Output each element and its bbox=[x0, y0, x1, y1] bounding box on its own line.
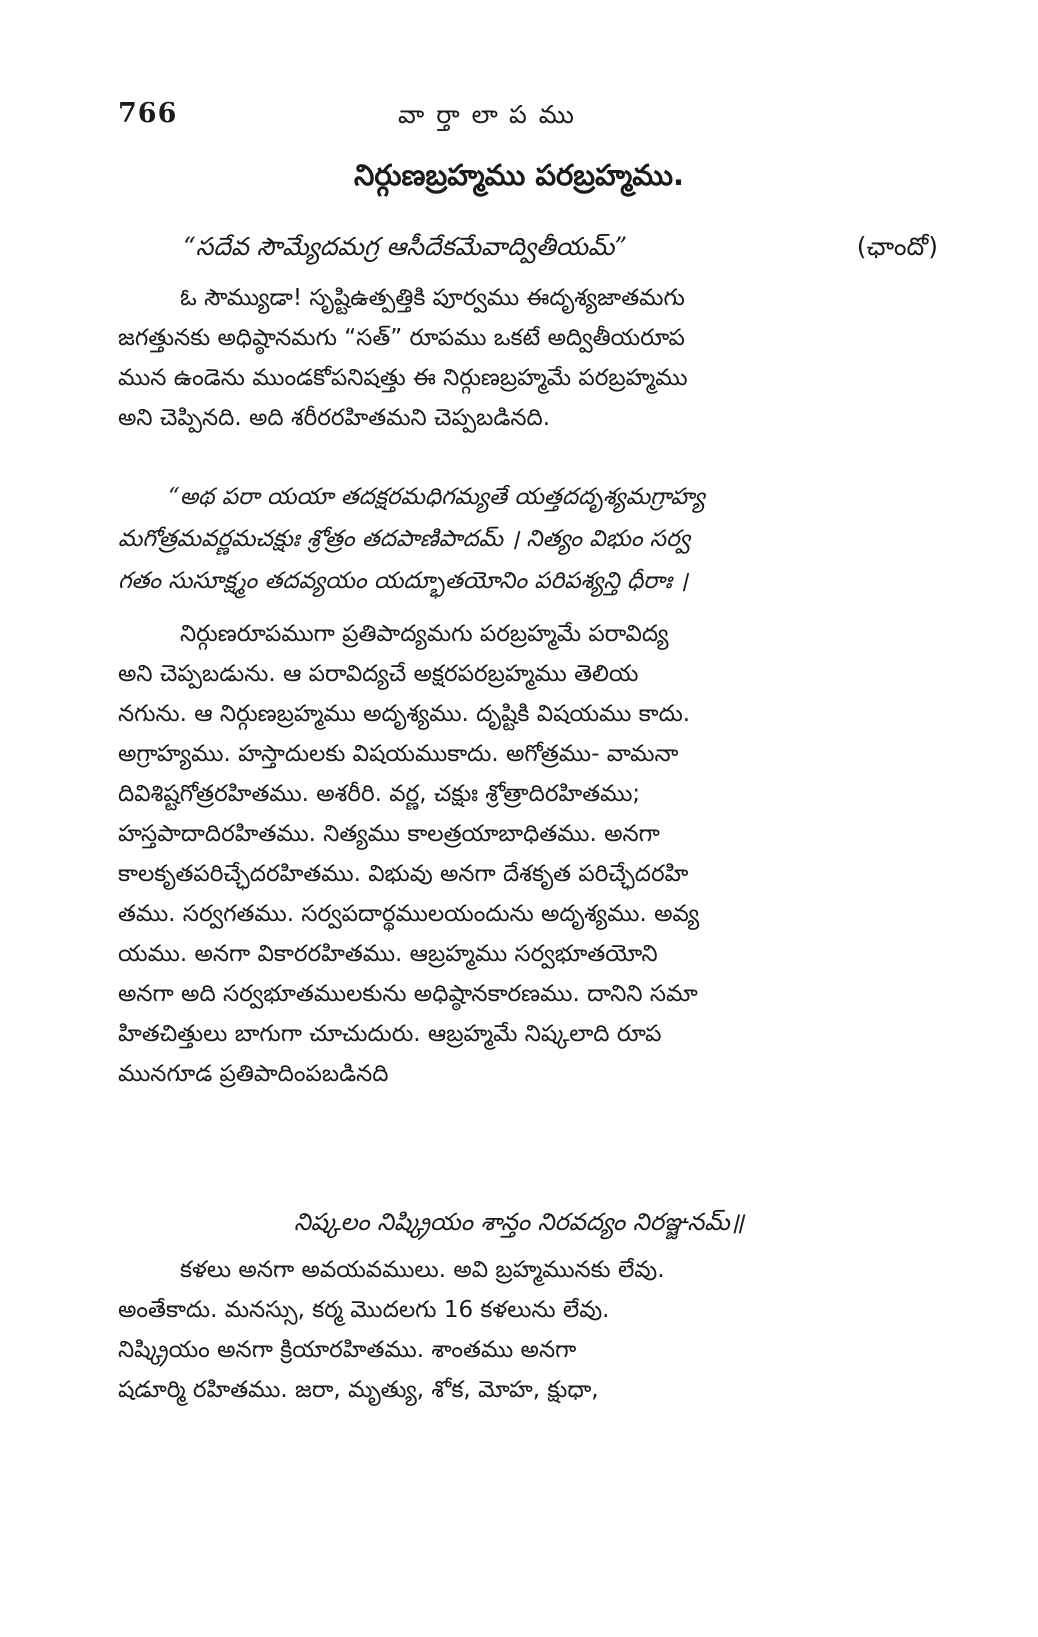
text-line: మున ఉండెను ముండకోపనిషత్తు ఈ నిర్గుణబ్రహ్మమే పరబ్రహ్మము bbox=[118, 365, 688, 391]
opening-quote-source: (ఛాందో) bbox=[856, 232, 938, 261]
page-header bbox=[118, 98, 918, 142]
text-line: జగత్తునకు అధిష్ఠానమగు “సత్” రూపము ఒకటే అద్వితీయరూప bbox=[118, 325, 685, 351]
paragraph-3 bbox=[118, 1250, 918, 1410]
text-line: ఓ సౌమ్యుడా! సృష్టిఉత్పత్తికి పూర్వము ఈదృశ్యజాతమగు bbox=[180, 285, 685, 311]
quote-line: గతం సుసూక్ష్మం తదవ్యయం యద్భూతయోనిం పరిపశ్యన్తి ధీరాః । bbox=[118, 568, 688, 594]
section-title: నిర్గుణబ్రహ్మము పరబ్రహ్మము. bbox=[353, 158, 685, 192]
text-line: నగును. ఆ నిర్గుణబ్రహ్మము అదృశ్యము. దృష్టికి విషయము కాదు. bbox=[118, 701, 691, 727]
text-line: హస్తపాదాదిరహితము. నిత్యము కాలత్రయాబాధితము. అనగా bbox=[118, 821, 660, 847]
text-line: షడూర్మి రహితము. జరా, మృత్యు, శోక, మోహ, క్షుధా, bbox=[118, 1377, 599, 1403]
text-line: అని చెప్పబడును. ఆ పరావిద్యచే అక్షరపరబ్రహ్మము తెలియ bbox=[118, 661, 639, 687]
text-line: అనగా అది సర్వభూతములకును అధిష్ఠానకారణము. దానిని సమా bbox=[118, 981, 698, 1007]
text-line: హితచిత్తులు బాగుగా చూచుదురు. ఆబ్రహ్మమే నిష్కలాది రూప bbox=[118, 1021, 662, 1047]
opening-quote-text: “సదేవ సౌమ్యేదమగ్ర ఆసీదేకమేవాద్వితీయమ్” bbox=[183, 232, 628, 261]
text-line: మునగూడ ప్రతిపాదింపబడినది bbox=[118, 1061, 389, 1087]
text-line: కాలకృతపరిచ్ఛేదరహితము. విభువు అనగా దేశకృత పరిచ్ఛేదరహి bbox=[118, 861, 689, 887]
page-number: 766 bbox=[118, 98, 178, 129]
quote-line: “అథ పరా యయా తదక్షరమధిగమ్యతే యత్తదదృశ్యమగ్రాహ్య bbox=[168, 484, 705, 510]
paragraph-1 bbox=[118, 278, 918, 438]
text-line: అని చెప్పినది. అది శరీరరహితమని చెప్పబడినది. bbox=[118, 405, 551, 431]
text-line: కళలు అనగా అవయవములు. అవి బ్రహ్మమునకు లేవు. bbox=[180, 1257, 665, 1283]
quote-line: మగోత్రమవర్ణమచక్షుః శ్రోత్రం తదపాణిపాదమ్ । నిత్యం విభుం సర్వ bbox=[118, 526, 691, 552]
running-title: వార్తాలాపము bbox=[398, 100, 586, 129]
text-line: అగ్రాహ్యము. హస్తాదులకు విషయముకాదు. అగోత్రము- వామనా bbox=[118, 741, 679, 767]
mundaka-quote bbox=[118, 476, 918, 602]
text-line: నిష్క్రియం అనగా క్రియారహితము. శాంతము అనగా bbox=[118, 1337, 577, 1363]
text-line: నిర్గుణరూపముగా ప్రతిపాద్యమగు పరబ్రహ్మమే పరావిద్య bbox=[180, 621, 669, 647]
text-line: దివిశిష్టగోత్రరహితము. అశరీరి. వర్ణ, చక్షుః శ్రోత్రాదిరహితము; bbox=[118, 781, 641, 807]
text-line: యము. అనగా వికారరహితము. ఆబ్రహ్మము సర్వభూతయోని bbox=[118, 941, 658, 967]
paragraph-2 bbox=[118, 614, 918, 1094]
text-line: అంతేకాదు. మనస్సు, కర్మ మొదలగు 16 కళలును లేవు. bbox=[118, 1297, 610, 1323]
nishkalam-quote: నిష్కలం నిష్క్రియం శాన్తం నిరవద్యం నిరఞ్జనమ్॥ bbox=[293, 1208, 745, 1236]
text-line: తము. సర్వగతము. సర్వపదార్థములయందును అదృశ్యము. అవ్య bbox=[118, 901, 700, 927]
